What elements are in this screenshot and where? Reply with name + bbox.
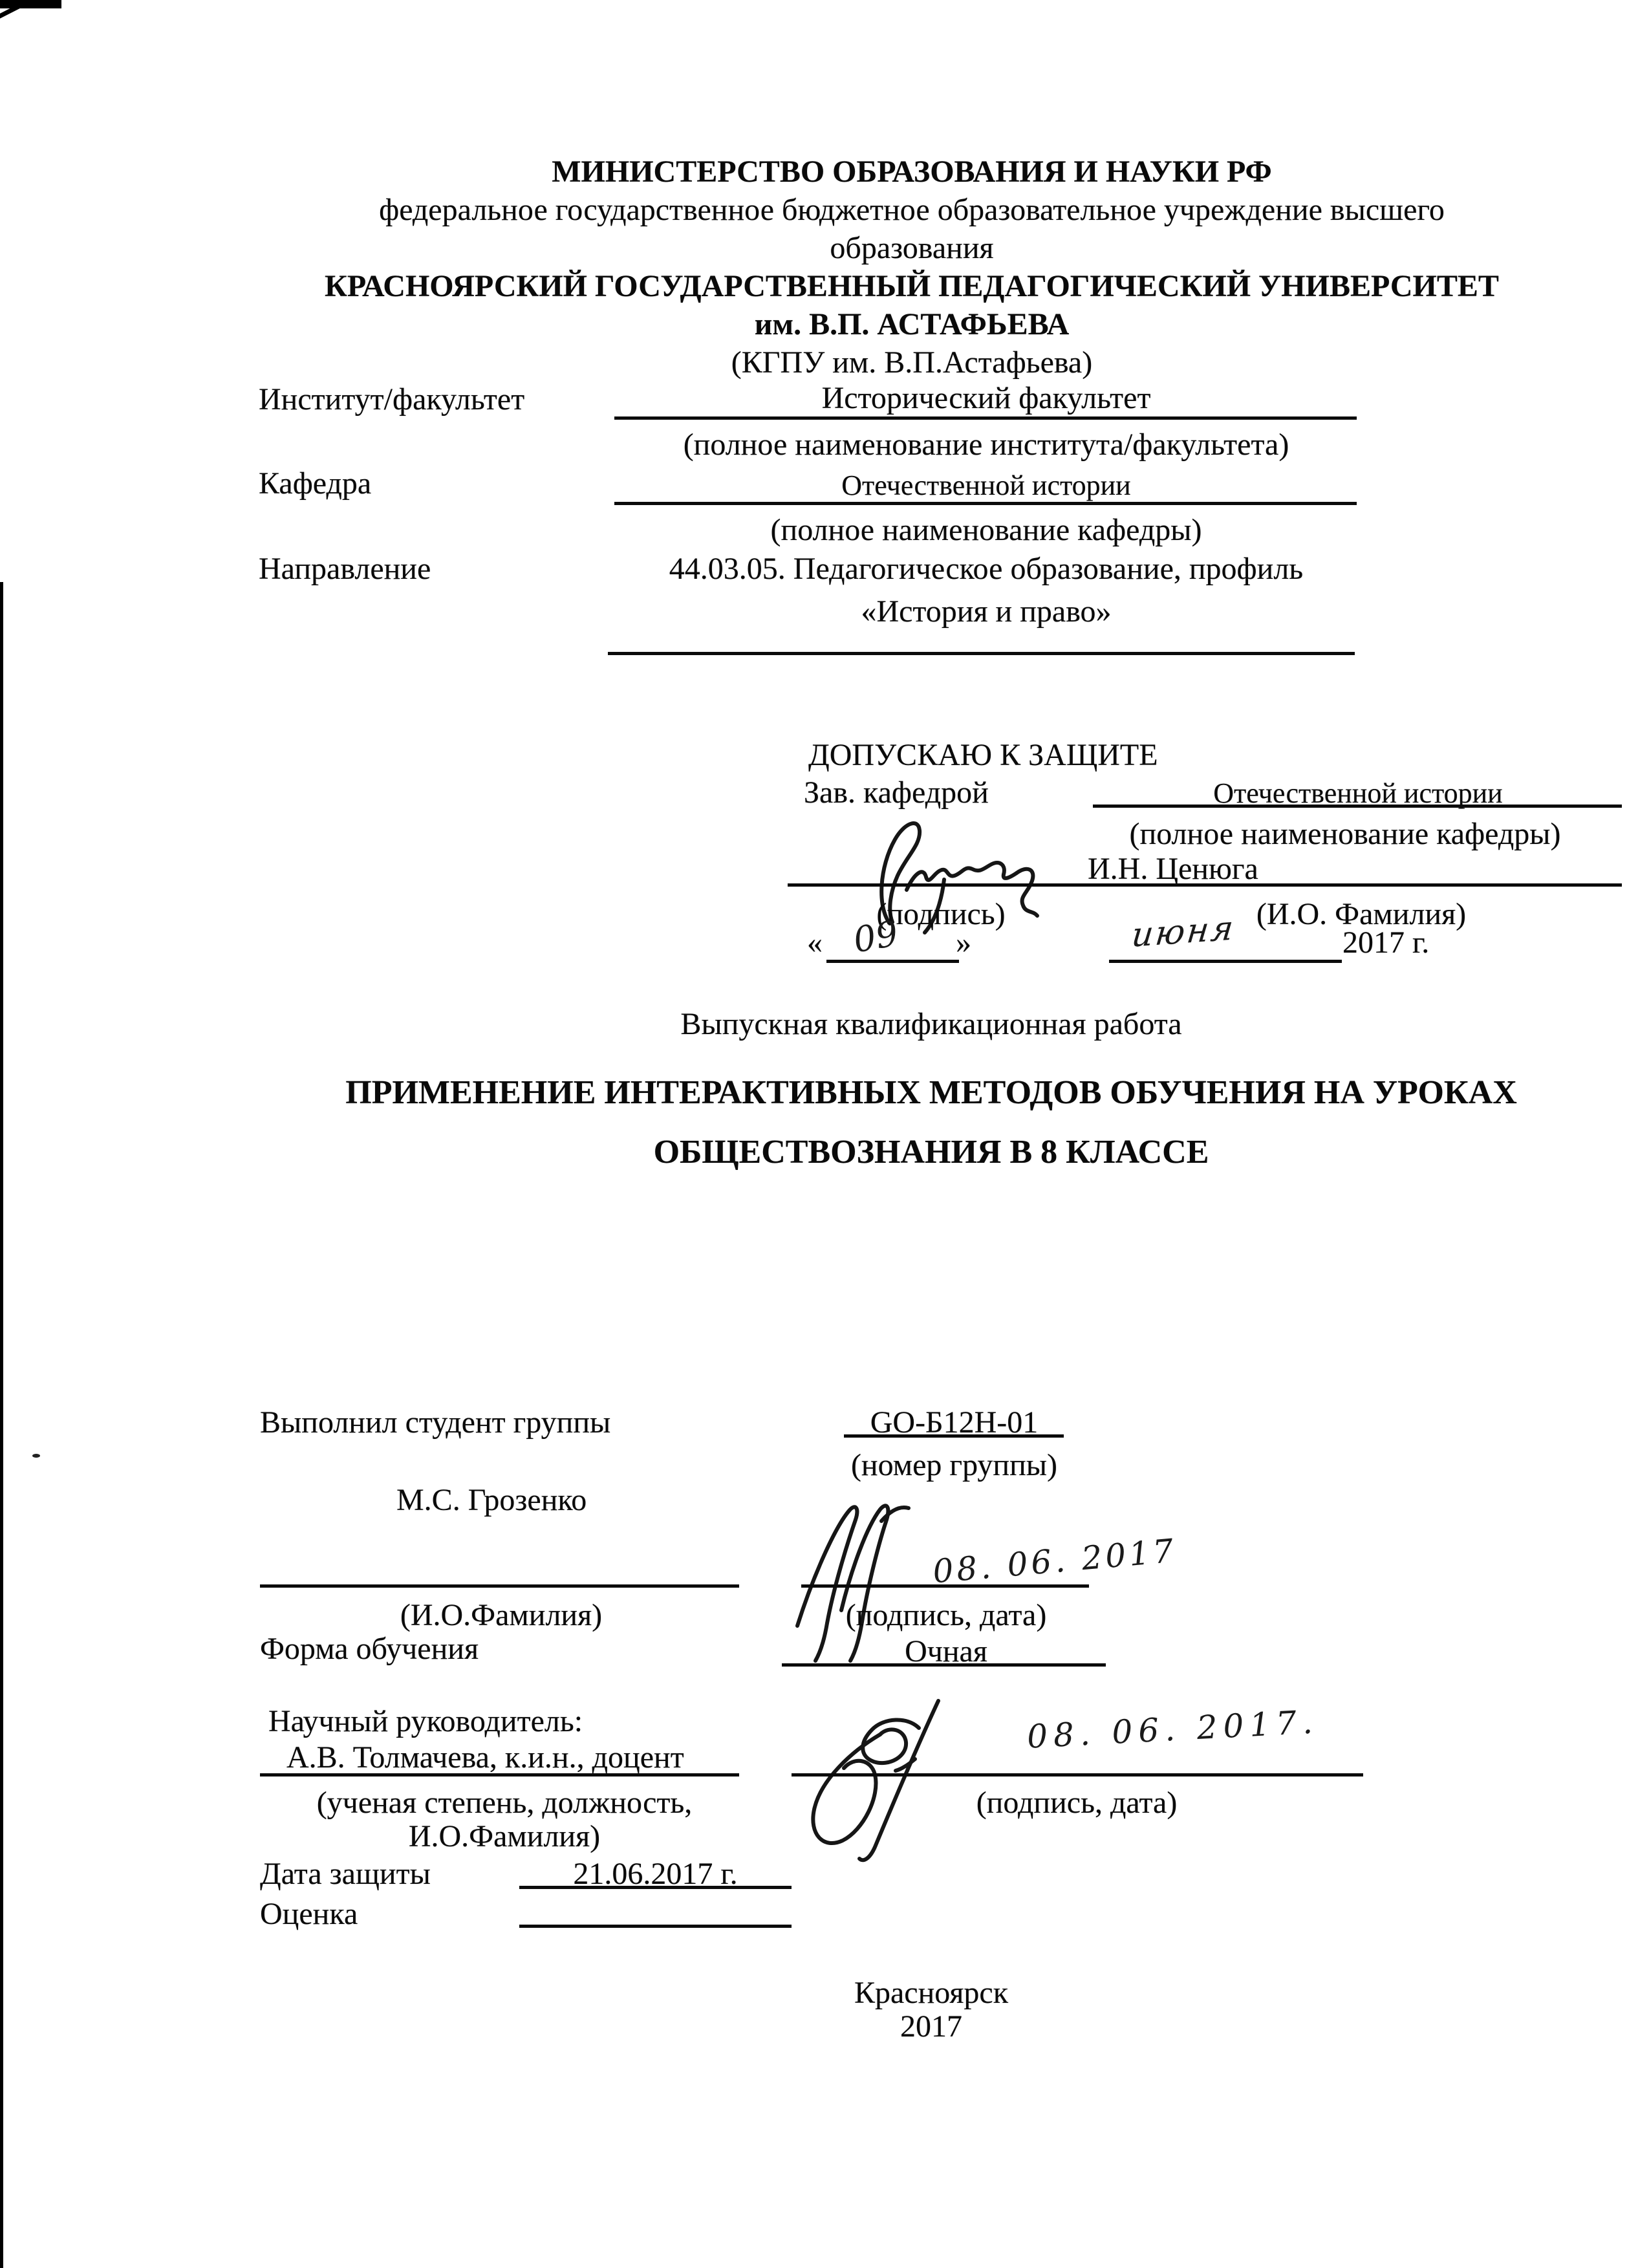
student-group-number: GO-Б12Н-01 xyxy=(870,1405,1039,1440)
work-title-line1: ПРИМЕНЕНИЕ ИНТЕРАКТИВНЫХ МЕТОДОВ ОБУЧЕНИЯ НА УРОКАХ xyxy=(345,1074,1517,1111)
approval-date-day-handwritten: 09 xyxy=(850,913,901,961)
approval-date-month-underline xyxy=(1109,960,1342,963)
department-head-name: И.Н. Ценюга xyxy=(1088,852,1258,886)
approval-date-quote-open: « xyxy=(807,925,823,960)
institution-type-line2: образования xyxy=(830,231,994,265)
student-name-caption: (И.О.Фамилия) xyxy=(400,1598,603,1632)
student-name-underline xyxy=(260,1584,739,1588)
student-signature-underline xyxy=(801,1584,1089,1588)
approval-date-year: 2017 г. xyxy=(1342,925,1430,960)
work-title-line2: ОБЩЕСТВОЗНАНИЯ В 8 КЛАССЕ xyxy=(653,1134,1209,1171)
defense-date-value: 21.06.2017 г. xyxy=(573,1857,738,1891)
approval-signature-caption: (подпись) xyxy=(876,897,1006,931)
work-type-line: Выпускная квалификационная работа xyxy=(680,1007,1182,1041)
approval-department-value: Отечественной истории xyxy=(1213,777,1503,809)
ministry-line: МИНИСТЕРСТВО ОБРАЗОВАНИЯ И НАУКИ РФ xyxy=(552,155,1272,189)
approval-heading: ДОПУСКАЮ К ЗАЩИТЕ xyxy=(808,738,1158,772)
institute-caption: (полное наименование института/факультета) xyxy=(683,427,1289,462)
institution-type-line1: федеральное государственное бюджетное образовательное учреждение высшего xyxy=(379,193,1445,227)
department-value: Отечественной истории xyxy=(841,470,1131,501)
supervisor-signature-handwriting xyxy=(792,1689,973,1864)
department-underline xyxy=(614,502,1357,505)
university-named-after-line: им. В.П. АСТАФЬЕВА xyxy=(754,307,1070,341)
footer-year: 2017 xyxy=(900,2009,962,2044)
student-name: М.С. Грозенко xyxy=(396,1483,587,1517)
education-form-label: Форма обучения xyxy=(260,1632,479,1666)
approval-date-quote-close: » xyxy=(956,925,971,960)
university-name-line: КРАСНОЯРСКИЙ ГОСУДАРСТВЕННЫЙ ПЕДАГОГИЧЕСКИЙ УНИВЕРСИТЕТ xyxy=(325,269,1499,303)
student-sign-date-handwritten: 08. 06. 2017 xyxy=(931,1531,1178,1591)
grade-label: Оценка xyxy=(260,1897,358,1931)
direction-underline xyxy=(608,652,1355,655)
approval-signature-underline xyxy=(788,883,1622,887)
supervisor-heading: Научный руководитель: xyxy=(268,1704,583,1738)
direction-label: Направление xyxy=(259,552,431,586)
approval-name-caption: (И.О. Фамилия) xyxy=(1256,897,1467,931)
education-form-underline xyxy=(782,1663,1106,1667)
supervisor-name-degree: А.В. Толмачева, к.и.н., доцент xyxy=(286,1740,684,1775)
institute-underline xyxy=(614,416,1357,420)
department-head-label: Зав. кафедрой xyxy=(804,775,989,810)
supervisor-signature-caption: (подпись, дата) xyxy=(976,1786,1178,1820)
university-abbreviation-line: (КГПУ им. В.П.Астафьева) xyxy=(731,345,1093,380)
supervisor-caption-line1: (ученая степень, должность, xyxy=(316,1786,693,1820)
grade-underline xyxy=(519,1925,792,1928)
footer-city: Красноярск xyxy=(854,1976,1009,2010)
defense-date-underline xyxy=(519,1886,792,1889)
student-group-underline xyxy=(844,1434,1064,1438)
supervisor-caption-line2: И.О.Фамилия) xyxy=(408,1819,601,1853)
institute-value: Исторический факультет xyxy=(821,381,1151,415)
scan-artifact-left-edge xyxy=(0,582,3,2268)
approval-date-day-underline xyxy=(826,960,959,963)
approval-department-underline xyxy=(1093,805,1622,808)
student-signature-caption: (подпись, дата) xyxy=(845,1598,1047,1632)
defense-date-label: Дата защиты xyxy=(260,1857,431,1891)
student-label: Выполнил студент группы xyxy=(260,1405,611,1440)
education-form-value: Очная xyxy=(905,1634,987,1669)
approval-department-caption: (полное наименование кафедры) xyxy=(1129,817,1561,851)
student-group-caption: (номер группы) xyxy=(850,1448,1058,1482)
supervisor-signature-underline xyxy=(792,1773,1363,1777)
direction-value-line1: 44.03.05. Педагогическое образование, профиль xyxy=(669,552,1304,586)
department-label: Кафедра xyxy=(259,466,372,501)
institute-label: Институт/факультет xyxy=(259,382,525,416)
department-caption: (полное наименование кафедры) xyxy=(770,513,1202,547)
supervisor-name-underline xyxy=(260,1773,739,1777)
scan-artifact-dot xyxy=(32,1454,40,1458)
approval-date-month-handwritten: июня xyxy=(1130,909,1238,955)
supervisor-sign-date-handwritten: 08. 06. 2017. xyxy=(1026,1703,1320,1756)
direction-value-line2: «История и право» xyxy=(861,594,1112,629)
